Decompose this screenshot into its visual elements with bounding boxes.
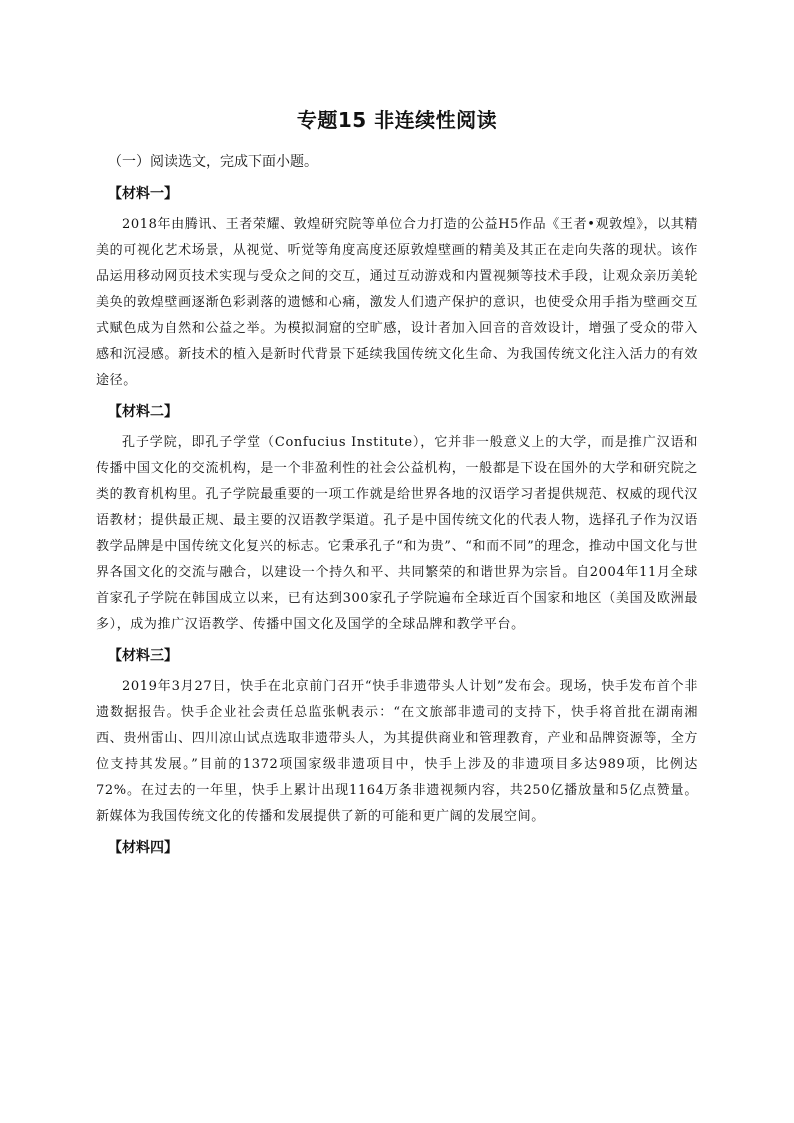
material-heading: 【材料一】: [108, 186, 178, 202]
material-heading: 【材料三】: [108, 648, 178, 664]
page-title: 专题15 非连续性阅读: [296, 108, 498, 132]
material-text: 孔子学院，即孔子学堂（Confucius Institute），它并非一般意义上的大学，而是推广汉语和传播中国文化的交流机构，是一个非盈利性的社会公益机构，一般都是下设在国外的大学和研究院之类的教育机构里。孔子学院最重要的一项工作就是给世界各地的汉语学习者提供规范、权威的现代汉语教材；提供最正规、最主要的汉语教学渠道。孔子是中国传统文化的代表人物，选择孔子作为汉语教学品牌是中国传统文化复兴的标志。它秉承孔子“和为贵”、“和而不同”的理念，推动中国文化与世界各国文化的交流与融合，以建设一个持久和平、共同繁荣的和谐世界为宗旨。自2004年11月全球首家孔子学院在韩国成立以来，已有达到300家孔子学院遍布全球近百个国家和地区（美国及欧洲最多），成为推广汉语教学、传播中国文化及国学的全球品牌和教学平台。: [96, 435, 698, 632]
material-heading: 【材料二】: [108, 404, 178, 420]
material-2: [96, 400, 698, 638]
material-1: [96, 182, 698, 394]
material-4: [96, 836, 698, 860]
material-3: [96, 644, 698, 830]
reading-instruction: （一）阅读选文，完成下面小题。: [108, 154, 318, 170]
material-text: 2018年由腾讯、王者荣耀、敦煌研究院等单位合力打造的公益H5作品《王者•观敦煌》，以其精美的可视化艺术场景，从视觉、听觉等角度高度还原敦煌壁画的精美及其正在走向失落的现状。该作品运用移动网页技术实现与受众之间的交互，通过互动游戏和内置视频等技术手段，让观众亲历美轮美奂的敦煌壁画逐渐色彩剥落的遗憾和心痛，激发人们遗产保护的意识，也使受众用手指为壁画交互式赋色成为自然和公益之举。为模拟洞窟的空旷感，设计者加入回音的音效设计，增强了受众的带入感和沉浸感。新技术的植入是新时代背景下延续我国传统文化生命、为我国传统文化注入活力的有效途径。: [96, 217, 698, 388]
material-text: 2019年3月27日，快手在北京前门召开“快手非遗带头人计划”发布会。现场，快手发布首个非遗数据报告。快手企业社会责任总监张帆表示：“在文旅部非遗司的支持下，快手将首批在湖南湘西、贵州雷山、四川凉山试点选取非遗带头人，为其提供商业和管理教育，产业和品牌资源等，全方位支持其发展。”目前的1372项国家级非遗项目中，快手上涉及的非遗项目多达989项，比例达72%。在过去的一年里，快手上累计出现1164万条非遗视频内容，共250亿播放量和5亿点赞量。新媒体为我国传统文化的传播和发展提供了新的可能和更广阔的发展空间。: [96, 679, 698, 824]
material-heading: 【材料四】: [108, 840, 178, 856]
